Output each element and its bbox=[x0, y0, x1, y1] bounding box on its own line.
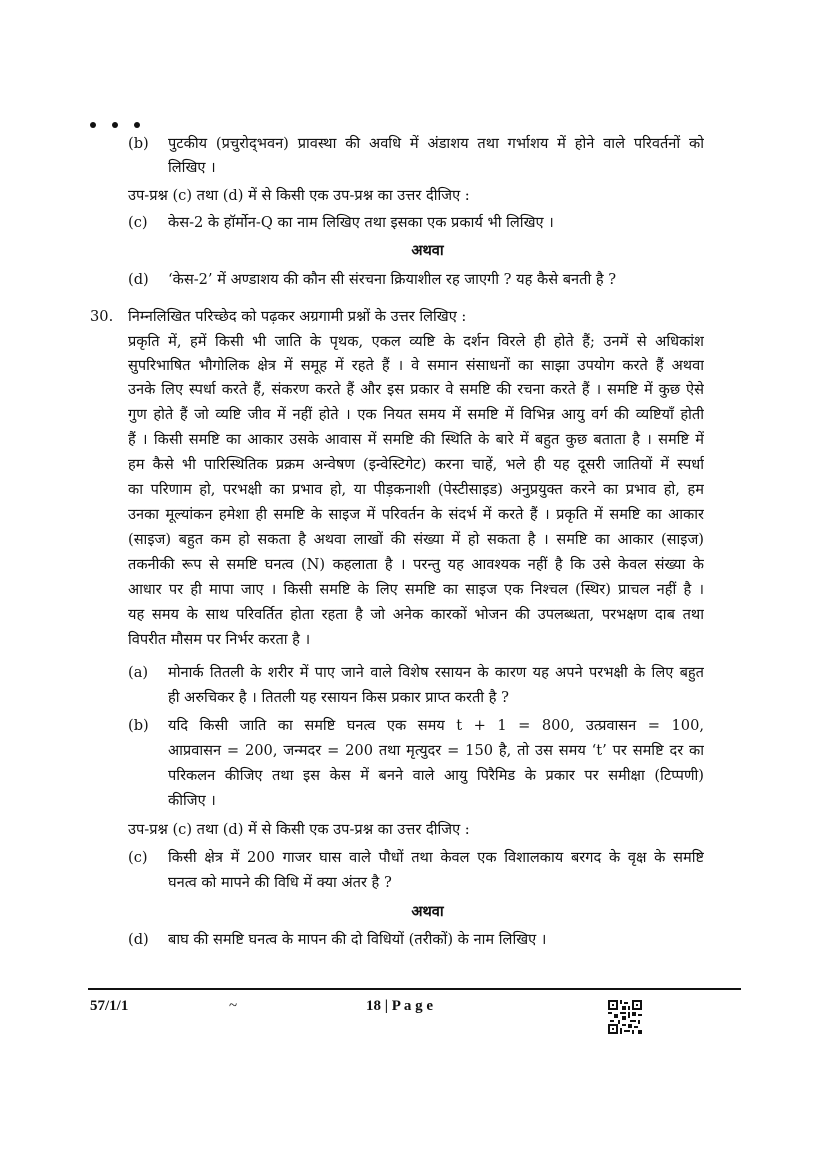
q29-or: अथवा bbox=[411, 242, 444, 259]
q30-b-line3: परिकलन कीजिए तथा इस केस में बनने वाले आयु पिरैमिड के प्रकार पर समीक्षा (टिप्पणी) bbox=[168, 767, 704, 784]
q30-choice-note: उप-प्रश्न (c) तथा (d) में से किसी एक उप-प्रश्न का उत्तर दीजिए : bbox=[128, 821, 470, 838]
q30-b-line4: कीजिए । bbox=[168, 792, 216, 809]
passage-line: हैं । किसी समष्टि का आकार उसके आवास में समष्टि की स्थिति के बारे में बहुत कुछ बताता है । समष्टि में bbox=[128, 431, 704, 448]
passage-line: का परिणाम हो, परभक्षी का प्रभाव हो, या पीड़कनाशी (पेस्टीसाइड) अनुप्रयुक्त करने का प्रभाव हो, हम bbox=[128, 481, 704, 498]
passage-line: सुपरिभाषित भौगोलिक क्षेत्र में समूह में रहते हैं । वे समान संसाधनों का साझा उपयोग करते हैं अथवा bbox=[128, 357, 704, 374]
q30-or: अथवा bbox=[411, 903, 444, 920]
q30-d-label: (d) bbox=[128, 931, 149, 948]
footer-code: 57/1/1 bbox=[90, 998, 129, 1014]
q29-choice-note: उप-प्रश्न (c) तथा (d) में से किसी एक उप-प्रश्न का उत्तर दीजिए : bbox=[128, 187, 470, 204]
passage-line: उनके लिए स्पर्धा करते हैं, संकरण करते हैं और इस प्रकार वे समष्टि की रचना करते हैं । समष्टि में कुछ ऐसे bbox=[128, 381, 704, 398]
passage-line: (साइज) बहुत कम हो सकता है अथवा लाखों की संख्या में हो सकता है । समष्टि का आकार (साइज) bbox=[128, 531, 704, 548]
passage-line: प्रकृति में, हमें किसी भी जाति के पृथक, एकल व्यष्टि के दर्शन विरले ही होते हैं; उनमें से अधिकांश bbox=[128, 333, 704, 350]
passage-line: उनका मूल्यांकन हमेशा ही समष्टि के साइज में परिवर्तन के संदर्भ में करते हैं । प्रकृति में समष्टि का आकार bbox=[128, 506, 704, 523]
q29-b-label: (b) bbox=[128, 135, 149, 152]
passage-line: विपरीत मौसम पर निर्भर करता है । bbox=[128, 631, 311, 648]
footer-rule bbox=[88, 988, 741, 990]
q30-a-line2: ही अरुचिकर है । तितली यह रसायन किस प्रकार प्राप्त करती है ? bbox=[168, 689, 509, 706]
q30-b-line2: आप्रवासन = 200, जन्मदर = 200 तथा मृत्युदर = 150 है, तो उस समय ‘t’ पर समष्टि दर का bbox=[168, 742, 704, 759]
footer-tilde: ~ bbox=[229, 998, 238, 1014]
passage-line: यह समय के साथ परिवर्तित होता रहता है जो अनेक कारकों भोजन की उपलब्धता, परभक्षण दाब तथा bbox=[128, 606, 704, 623]
q30-b-line1: यदि किसी जाति का समष्टि घनत्व एक समय t + 1 = 800, उत्प्रवासन = 100, bbox=[168, 717, 704, 734]
q30-a-label: (a) bbox=[128, 664, 149, 681]
q29-b-line1: पुटकीय (प्रचुरोद्‌भवन) प्रावस्था की अवधि में अंडाशय तथा गर्भाशय में होने वाले परिवर्तनों को bbox=[168, 135, 704, 152]
q30-c-line2: घनत्व को मापने की विधि में क्या अंतर है ? bbox=[168, 874, 392, 891]
q30-number: 30. bbox=[90, 308, 114, 325]
q29-c-label: (c) bbox=[128, 214, 148, 231]
qr-code-icon bbox=[608, 1000, 642, 1034]
passage-line: आधार पर ही मापा जाए । किसी समष्टि के लिए समष्टि का साइज एक निश्चल (स्थिर) प्राचल नहीं है । bbox=[128, 581, 704, 598]
q30-a-line1: मोनार्क तितली के शरीर में पाए जाने वाले विशेष रसायन के कारण यह अपने परभक्षी के लिए बहुत bbox=[168, 664, 704, 681]
q30-c-label: (c) bbox=[128, 849, 148, 866]
q29-b-line2: लिखिए । bbox=[168, 159, 216, 176]
footer-page-number: 18 | P a g e bbox=[366, 998, 434, 1014]
bullet-dots bbox=[90, 115, 156, 132]
q29-d-label: (d) bbox=[128, 271, 149, 288]
passage-line: तकनीकी रूप से समष्टि घनत्व (N) कहलाता है । परन्तु यह आवश्यक नहीं है कि उसे केवल संख्या के bbox=[128, 556, 704, 573]
passage-line: गुण होते हैं जो व्यष्टि जीव में नहीं होते । एक नियत समय में समष्टि में विभिन्न आयु वर्ग की व्यष्टियाँ होती bbox=[128, 406, 704, 423]
q29-d-text: ‘केस-2’ में अण्डाशय की कौन सी संरचना क्रियाशील रह जाएगी ? यह कैसे बनती है ? bbox=[168, 271, 617, 288]
q30-b-label: (b) bbox=[128, 717, 149, 734]
q30-d-text: बाघ की समष्टि घनत्व के मापन की दो विधियों (तरीकों) के नाम लिखिए । bbox=[168, 931, 547, 948]
q30-c-line1: किसी क्षेत्र में 200 गाजर घास वाले पौधों तथा केवल एक विशालकाय बरगद के वृक्ष के समष्टि bbox=[168, 849, 704, 866]
passage-line: हम कैसे भी पारिस्थितिक प्रक्रम अन्वेषण (इन्वेस्टिगेट) करना चाहें, भले ही यह दूसरी जातियों में स्पर्धा bbox=[128, 456, 704, 473]
q30-intro: निम्नलिखित परिच्छेद को पढ़कर अग्रगामी प्रश्नों के उत्तर लिखिए : bbox=[128, 308, 467, 325]
q29-c-text: केस-2 के हॉर्मोन-Q का नाम लिखिए तथा इसका एक प्रकार्य भी लिखिए । bbox=[168, 214, 554, 231]
